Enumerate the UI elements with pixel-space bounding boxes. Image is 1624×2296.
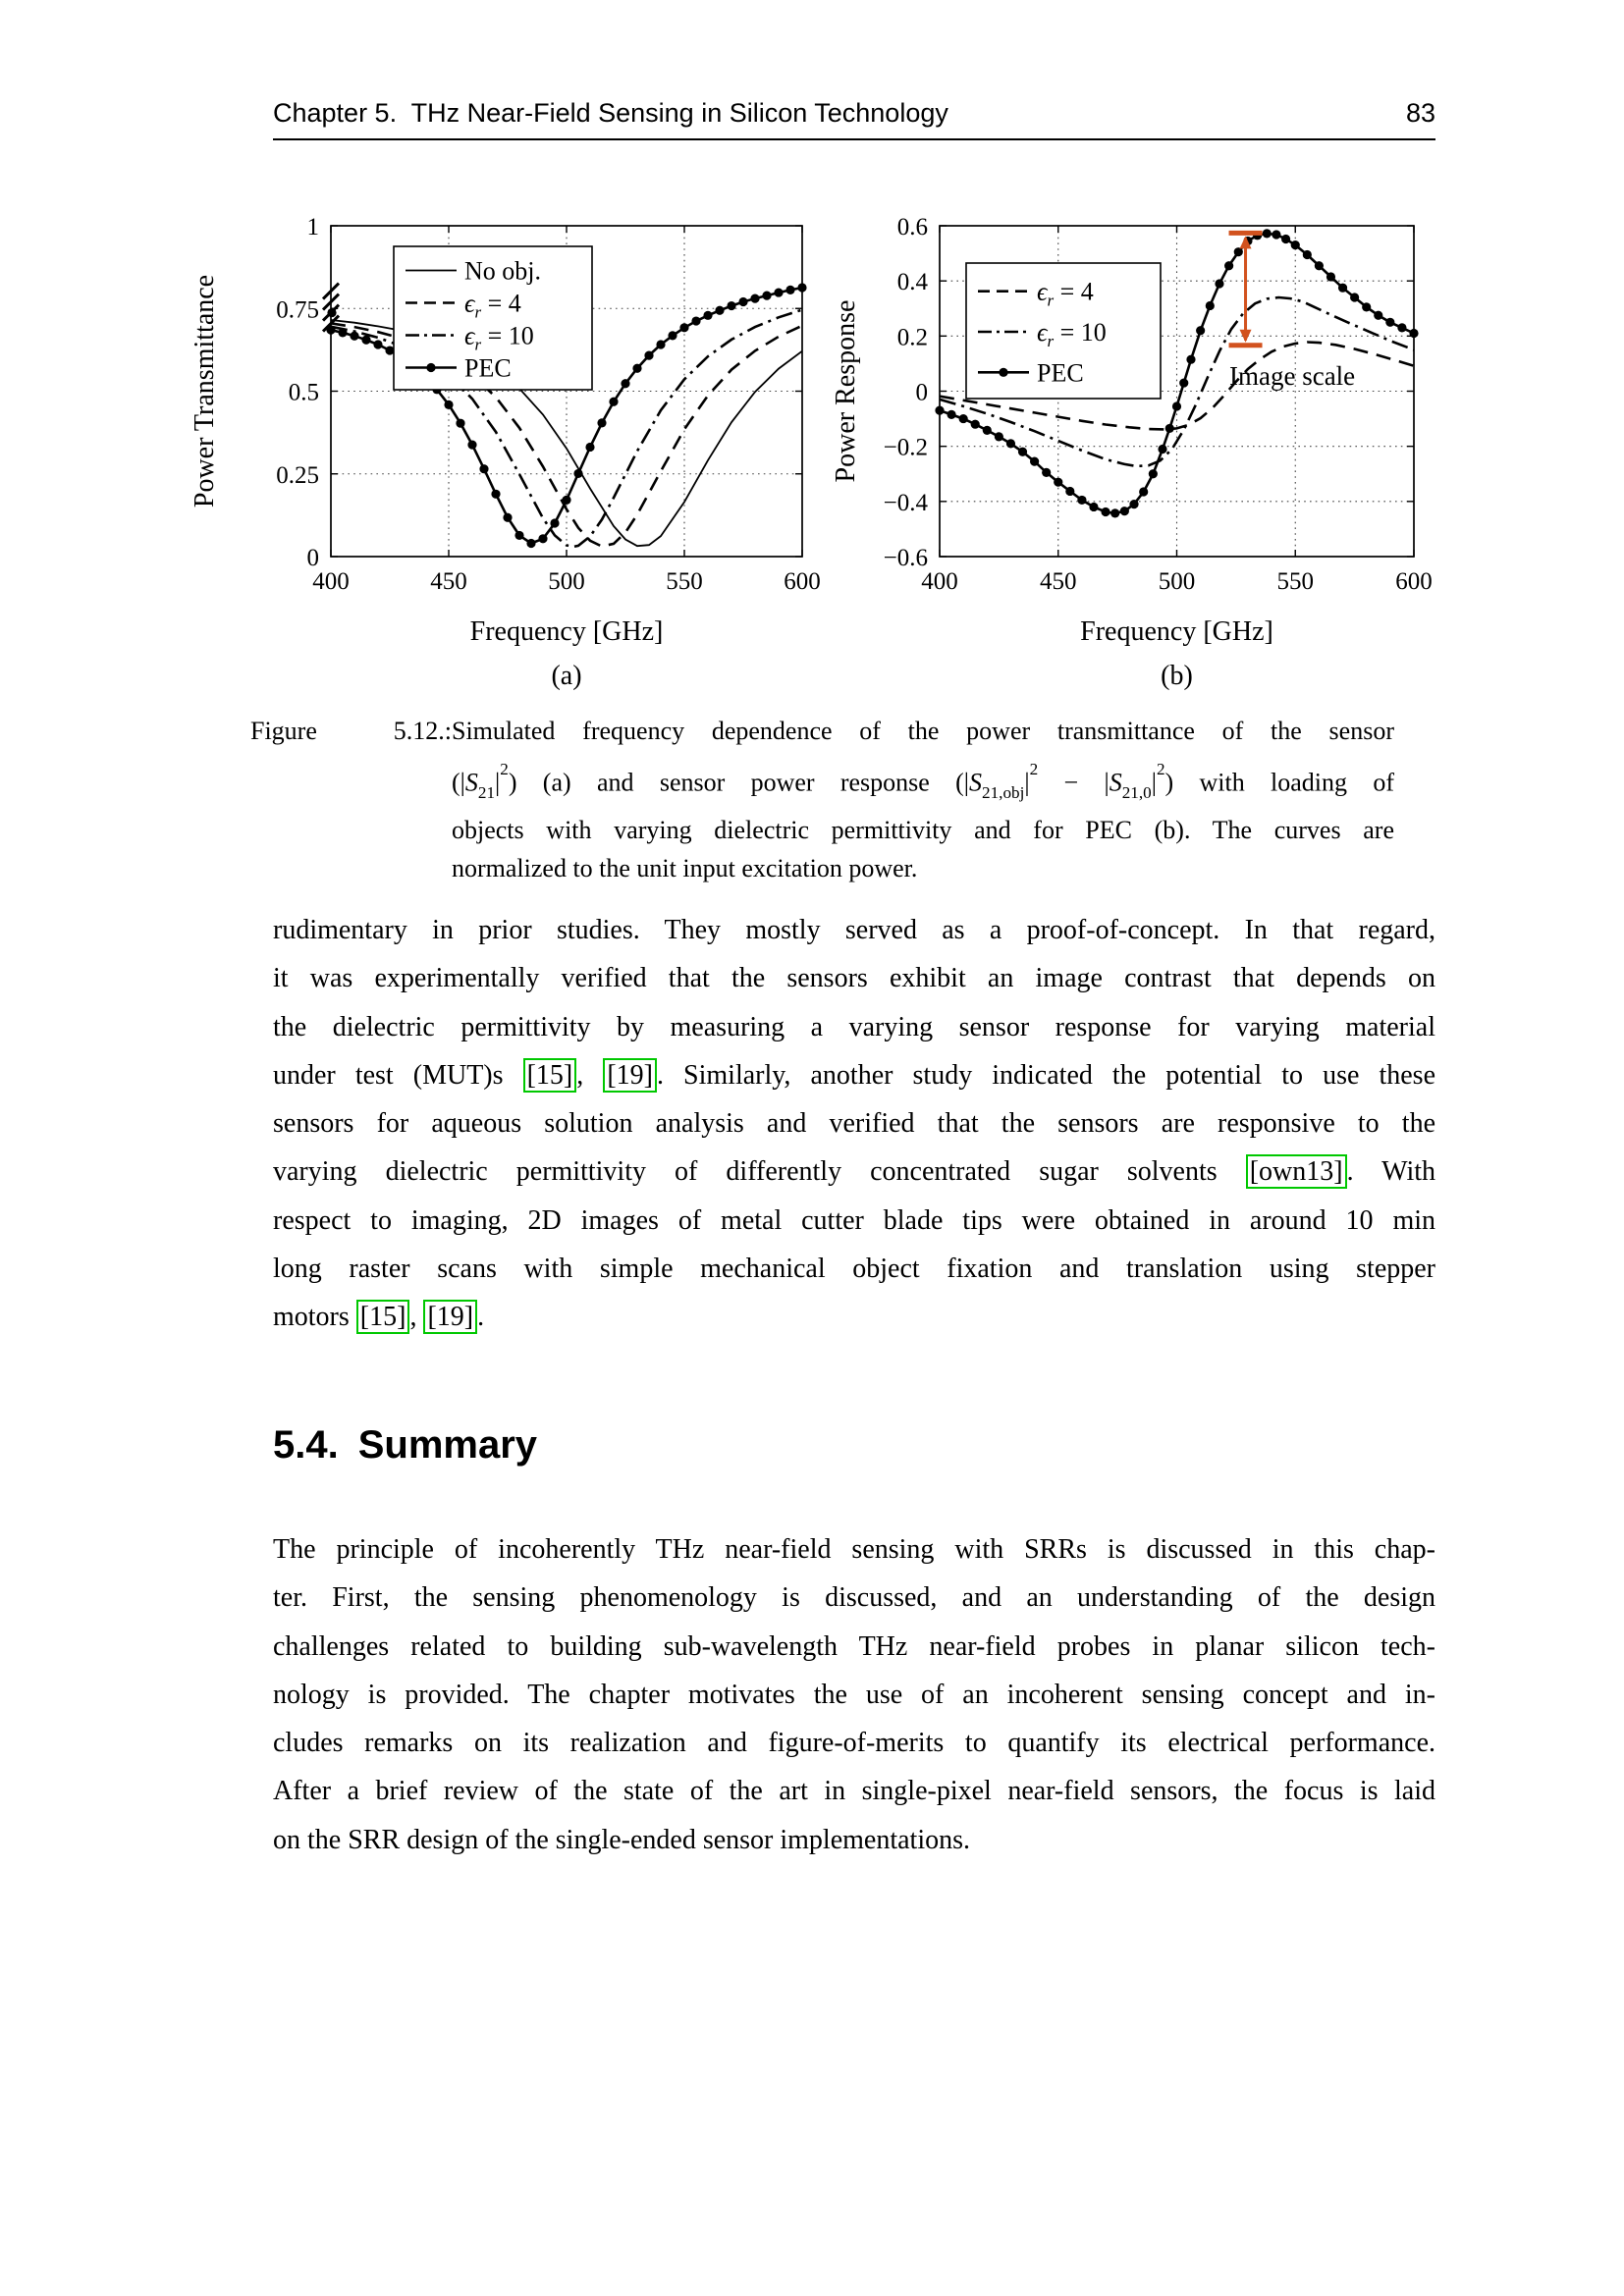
svg-text:−0.2: −0.2 xyxy=(883,434,928,461)
citation-link[interactable]: [19] xyxy=(423,1300,477,1334)
text-line: on the SRR design of the single-ended sensor implementations. xyxy=(273,1824,971,1855)
caption-line: normalized to the unit input excitation power. xyxy=(452,854,918,883)
svg-text:ϵr = 10: $\epsilon_r = 10$ xyxy=(1037,318,1107,350)
text-line: it was experimentally verified that the sensors exhibit an image contrast that depends on xyxy=(273,963,1435,994)
text-line: ter. First, the sensing phenomenology is discussed, and an understanding of the design xyxy=(273,1582,1435,1614)
page-number: 83 xyxy=(1405,98,1435,128)
page-header xyxy=(273,98,1435,129)
citation-link[interactable]: [19] xyxy=(603,1058,657,1093)
citation-link[interactable]: [15] xyxy=(523,1058,577,1093)
svg-text:No obj.: No obj. xyxy=(464,256,541,286)
text-line: varying dielectric permittivity of differently concentrated sugar solvents [own13] . With xyxy=(273,1156,1436,1188)
caption-line: objects with varying dielectric permittivity and for PEC (b). The curves are xyxy=(452,816,1394,845)
citation-link[interactable]: [own13] xyxy=(1246,1154,1347,1189)
svg-text:(a): (a) xyxy=(551,661,582,691)
section-title: Summary xyxy=(357,1423,538,1467)
svg-text:0.75: 0.75 xyxy=(276,296,319,324)
header-rule xyxy=(273,138,1435,140)
chart-svg-a xyxy=(177,147,825,697)
figure-caption xyxy=(250,713,1394,888)
svg-text:PEC: PEC xyxy=(1037,358,1084,388)
text-line: rudimentary in prior studies. They mostly served as a proof-of-concept. In that regard, xyxy=(273,915,1435,945)
caption-label: Figure 5.12.: xyxy=(250,717,452,745)
text-line: After a brief review of the state of the art in single-pixel near-field sensors, the focus is laid xyxy=(273,1776,1435,1807)
chart-svg-b xyxy=(785,147,1434,697)
svg-text:1: 1 xyxy=(306,214,319,240)
text-line: challenges related to building sub-wavelength THz near-field probes in planar silicon tech- xyxy=(273,1630,1435,1662)
svg-text:550: 550 xyxy=(1276,568,1314,595)
svg-text:ϵr = 10: $\epsilon_r = 10$ xyxy=(464,321,534,354)
svg-text:600: 600 xyxy=(1395,568,1433,595)
svg-text:0.25: 0.25 xyxy=(276,461,319,489)
svg-text:600: 600 xyxy=(784,568,821,595)
svg-text:450: 450 xyxy=(430,568,467,595)
svg-text:500: 500 xyxy=(548,568,585,595)
svg-text:Power Response: Power Response xyxy=(831,299,861,483)
svg-text:(b): (b) xyxy=(1161,661,1193,691)
svg-text:Frequency [GHz]: Frequency [GHz] xyxy=(1080,616,1273,647)
svg-text:0.4: 0.4 xyxy=(896,269,928,296)
paragraph-prior-studies xyxy=(273,915,1435,1351)
svg-text:450: 450 xyxy=(1040,568,1077,595)
svg-text:Image scale: Image scale xyxy=(1229,361,1356,391)
svg-text:500: 500 xyxy=(1158,568,1196,595)
svg-text:0: 0 xyxy=(915,379,928,406)
svg-text:0.2: 0.2 xyxy=(896,324,928,351)
svg-text:400: 400 xyxy=(312,568,350,595)
svg-text:0: 0 xyxy=(306,545,319,571)
caption-line: $(|S_{21}|^2)$ (a) and sensor power response $(|S_{21,obj}|^2 - |S_{21,0}|^2)$ with loading of xyxy=(452,759,1394,802)
text-line: sensors for aqueous solution analysis and verified that the sensors are responsive to the xyxy=(273,1108,1435,1140)
svg-text:PEC: PEC xyxy=(464,353,512,383)
paragraph-summary xyxy=(273,1534,1435,1873)
svg-text:0.5: 0.5 xyxy=(288,379,319,406)
chart-power-response xyxy=(785,147,1434,697)
text-line: nology is provided. The chapter motivates the use of an incoherent sensing concept and in- xyxy=(273,1679,1435,1710)
svg-text:400: 400 xyxy=(921,568,958,595)
svg-text:0.6: 0.6 xyxy=(896,214,928,240)
svg-text:Power Transmittance: Power Transmittance xyxy=(189,274,220,508)
section-number: 5.4. xyxy=(273,1423,339,1467)
svg-text:550: 550 xyxy=(666,568,703,595)
svg-text:ϵr = 4: $\epsilon_r = 4$ xyxy=(464,289,521,322)
text-line: long raster scans with simple mechanical object fixation and translation using stepper xyxy=(273,1254,1435,1285)
svg-text:Frequency [GHz]: Frequency [GHz] xyxy=(469,616,664,647)
running-head: Chapter 5. THz Near-Field Sensing in Silicon Technology xyxy=(273,98,948,128)
chart-power-transmittance xyxy=(177,147,825,697)
text-line: The principle of incoherently THz near-field sensing with SRRs is discussed in this chap- xyxy=(273,1534,1435,1565)
text-line: cludes remarks on its realization and figure-of-merits to quantify its electrical performance. xyxy=(273,1728,1435,1759)
text-line: motors [15] , [19] . xyxy=(273,1302,485,1333)
citation-link[interactable]: [15] xyxy=(356,1300,410,1334)
caption-line: Figure 5.12.:Simulated frequency dependence of the power transmittance of the sensor xyxy=(250,713,1394,751)
svg-text:ϵr = 4: $\epsilon_r = 4$ xyxy=(1037,277,1094,310)
svg-text:−0.6: −0.6 xyxy=(883,545,928,571)
text-line: respect to imaging, 2D images of metal cutter blade tips were obtained in around 10 min xyxy=(273,1204,1435,1236)
section-heading xyxy=(273,1423,537,1468)
text-line: under test (MUT)s [15] , [19] . Similarly, another study indicated the potential to use these xyxy=(273,1059,1435,1091)
text-line: the dielectric permittivity by measuring a varying sensor response for varying material xyxy=(273,1011,1435,1042)
svg-text:−0.4: −0.4 xyxy=(883,489,928,516)
